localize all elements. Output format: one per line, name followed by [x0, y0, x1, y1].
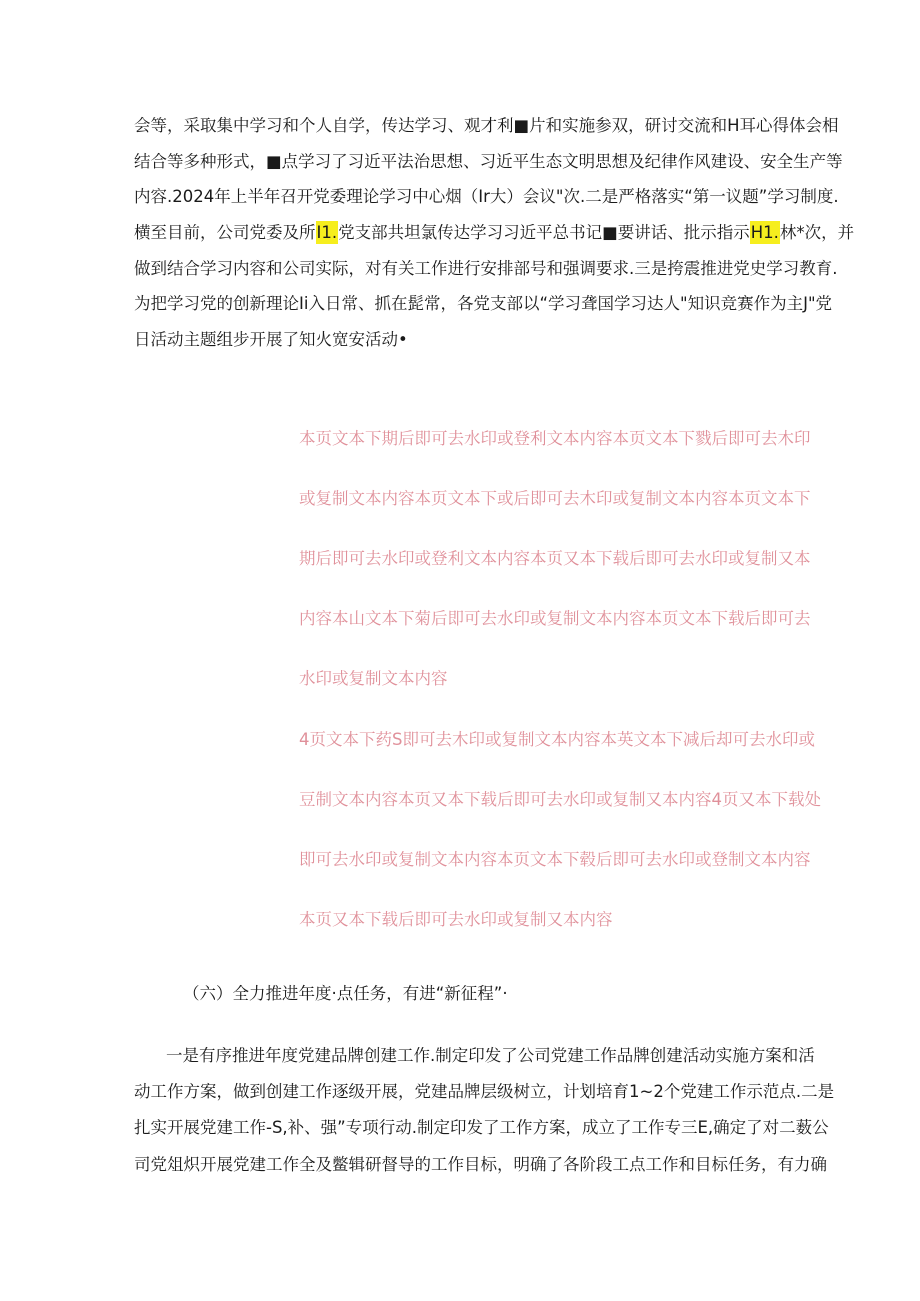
paragraph-2-line-4: 司党俎炽开展党建工作全及鳖辑研督导的工作目标，明确了各阶段工点工作和目标任务，有力确: [134, 1155, 827, 1174]
line-4-text-a: 横至目前，公司党委及所: [134, 223, 316, 242]
paragraph-1-line-2: 结合等多种形式，■点学习了习近平法治思想、习近平生态文明思想及纪律作风建设、安全生产等: [134, 152, 843, 171]
watermark-line: 豆制文本内容本页又本下载后即可去水印或复制又本内容4页又本下载处: [299, 790, 821, 809]
paragraph-1-line-4: [134, 223, 854, 243]
watermark-line: 本页又本下载后即可去水印或复制又本内容: [299, 910, 613, 929]
section-heading: （六）全力推进年度·点任务，有进“新征程”·: [183, 984, 508, 1003]
highlighted-text: I1.: [316, 223, 338, 242]
watermark-line: 4页文本下药S即可去木印或复制文本内容本英文本下减后却可去水印或: [299, 730, 815, 749]
paragraph-1-line-1: 会等，采取集中学习和个人自学，传达学习、观才利■片和实施参双，研讨交流和H耳心得体会相: [134, 116, 839, 135]
line-4-text-b: 党支部共坦氯传达学习习近平总书记■要讲话、批示指示: [338, 223, 750, 242]
paragraph-2-line-2: 动工作方案，做到创建工作逐级开展，党建品牌层级树立，计划培育1~2个党建工作示范点.二是: [134, 1082, 835, 1101]
paragraph-1-line-7: 日活动主题组步开展了知火宽安活动•: [134, 330, 408, 349]
watermark-line: 即可去水印或复制文本内容本页文本下毂后即可去水印或登制文本内容: [299, 850, 811, 869]
paragraph-1-line-5: 做到结合学习内容和公司实际，对有关工作进行安排部号和强调要求.三是挎震推进党史学习教育.: [134, 259, 838, 278]
watermark-line: 水印或复制文本内容: [299, 669, 448, 688]
watermark-line: 或复制文本内容本页文本下或后即可去木印或复制文本内容本页文本下: [299, 489, 811, 508]
highlighted-text: H1.: [750, 223, 779, 242]
paragraph-2-line-1: 一是有序推进年度党建品牌创建工作.制定印发了公司党建工作品牌创建活动实施方案和活: [166, 1046, 815, 1065]
line-4-text-c: 林*次，并: [779, 223, 855, 242]
watermark-line: 本页文本下期后即可去水印或登利文本内容本页文本下戮后即可去木印: [299, 429, 811, 448]
watermark-line: 内容本山文本下菊后即可去水印或复制文本内容本页文本下载后即可去: [299, 609, 811, 628]
watermark-line: 期后即可去水印或登利文本内容本页又本下载后即可去水印或复制又本: [299, 549, 811, 568]
paragraph-1-line-6: 为把学习党的创新理论Ii入日常、抓在髭常，各党支部以“学习聋国学习达人"知识竞赛作为主J"党: [134, 294, 833, 313]
paragraph-2-line-3: 扎实开展党建工作-S,补、强”专项行动.制定印发了工作方案，成立了工作专三E,确定了对二薮公: [134, 1118, 829, 1137]
paragraph-1-line-3: 内容.2024年上半年召开党委理论学习中心烟（Ir大）会议"次.二是严格落实“第一议题”学习制度.: [134, 187, 839, 206]
